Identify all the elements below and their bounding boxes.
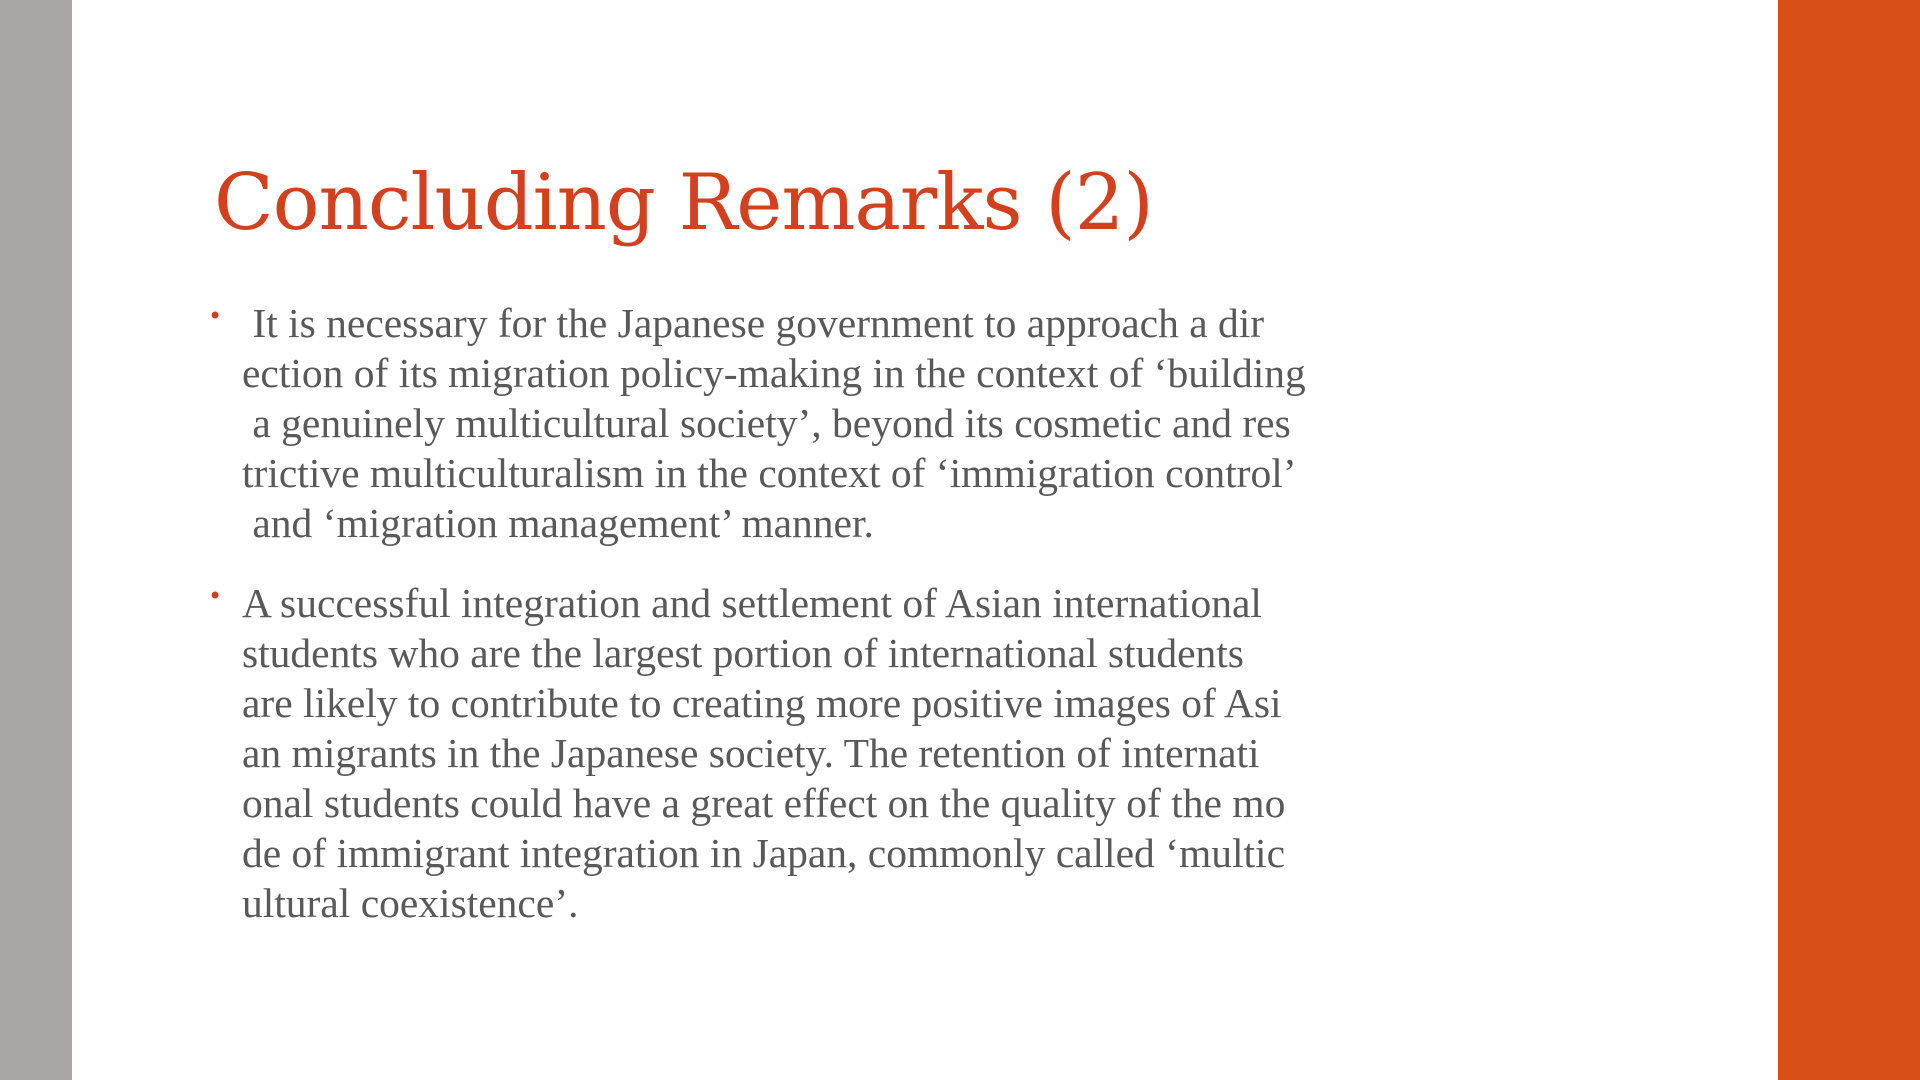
bullet-text-line: trictive multiculturalism in the context of ‘immigration control’: [242, 450, 1297, 496]
bullet-text-line: are likely to contribute to creating more positive images of Asi: [242, 680, 1282, 726]
bullet-text-line: an migrants in the Japanese society. The retention of internati: [242, 730, 1260, 776]
bullet-item: [208, 298, 1558, 548]
slide-title: Concluding Remarks (2): [214, 158, 1153, 248]
left-accent-bar: [0, 0, 72, 1080]
bullet-text-line: students who are the largest portion of international students: [242, 630, 1244, 676]
bullet-text-line: a genuinely multicultural society’, beyond its cosmetic and res: [242, 400, 1291, 446]
right-accent-bar: [1778, 0, 1920, 1080]
bullet-marker: •: [208, 302, 223, 330]
bullet-text-line: ultural coexistence’.: [242, 880, 579, 926]
bullet-text-line: It is necessary for the Japanese government to approach a dir: [242, 300, 1265, 346]
bullet-text-line: ection of its migration policy-making in the context of ‘building: [242, 350, 1306, 396]
bullet-item: [208, 578, 1558, 928]
bullet-text-line: A successful integration and settlement of Asian international: [242, 580, 1262, 626]
bullet-text-line: onal students could have a great effect on the quality of the mo: [242, 780, 1286, 826]
bullet-marker: •: [208, 582, 223, 610]
bullet-text-line: de of immigrant integration in Japan, commonly called ‘multic: [242, 830, 1285, 876]
slide-body: [208, 298, 1558, 958]
bullet-text-line: and ‘migration management’ manner.: [242, 500, 874, 546]
